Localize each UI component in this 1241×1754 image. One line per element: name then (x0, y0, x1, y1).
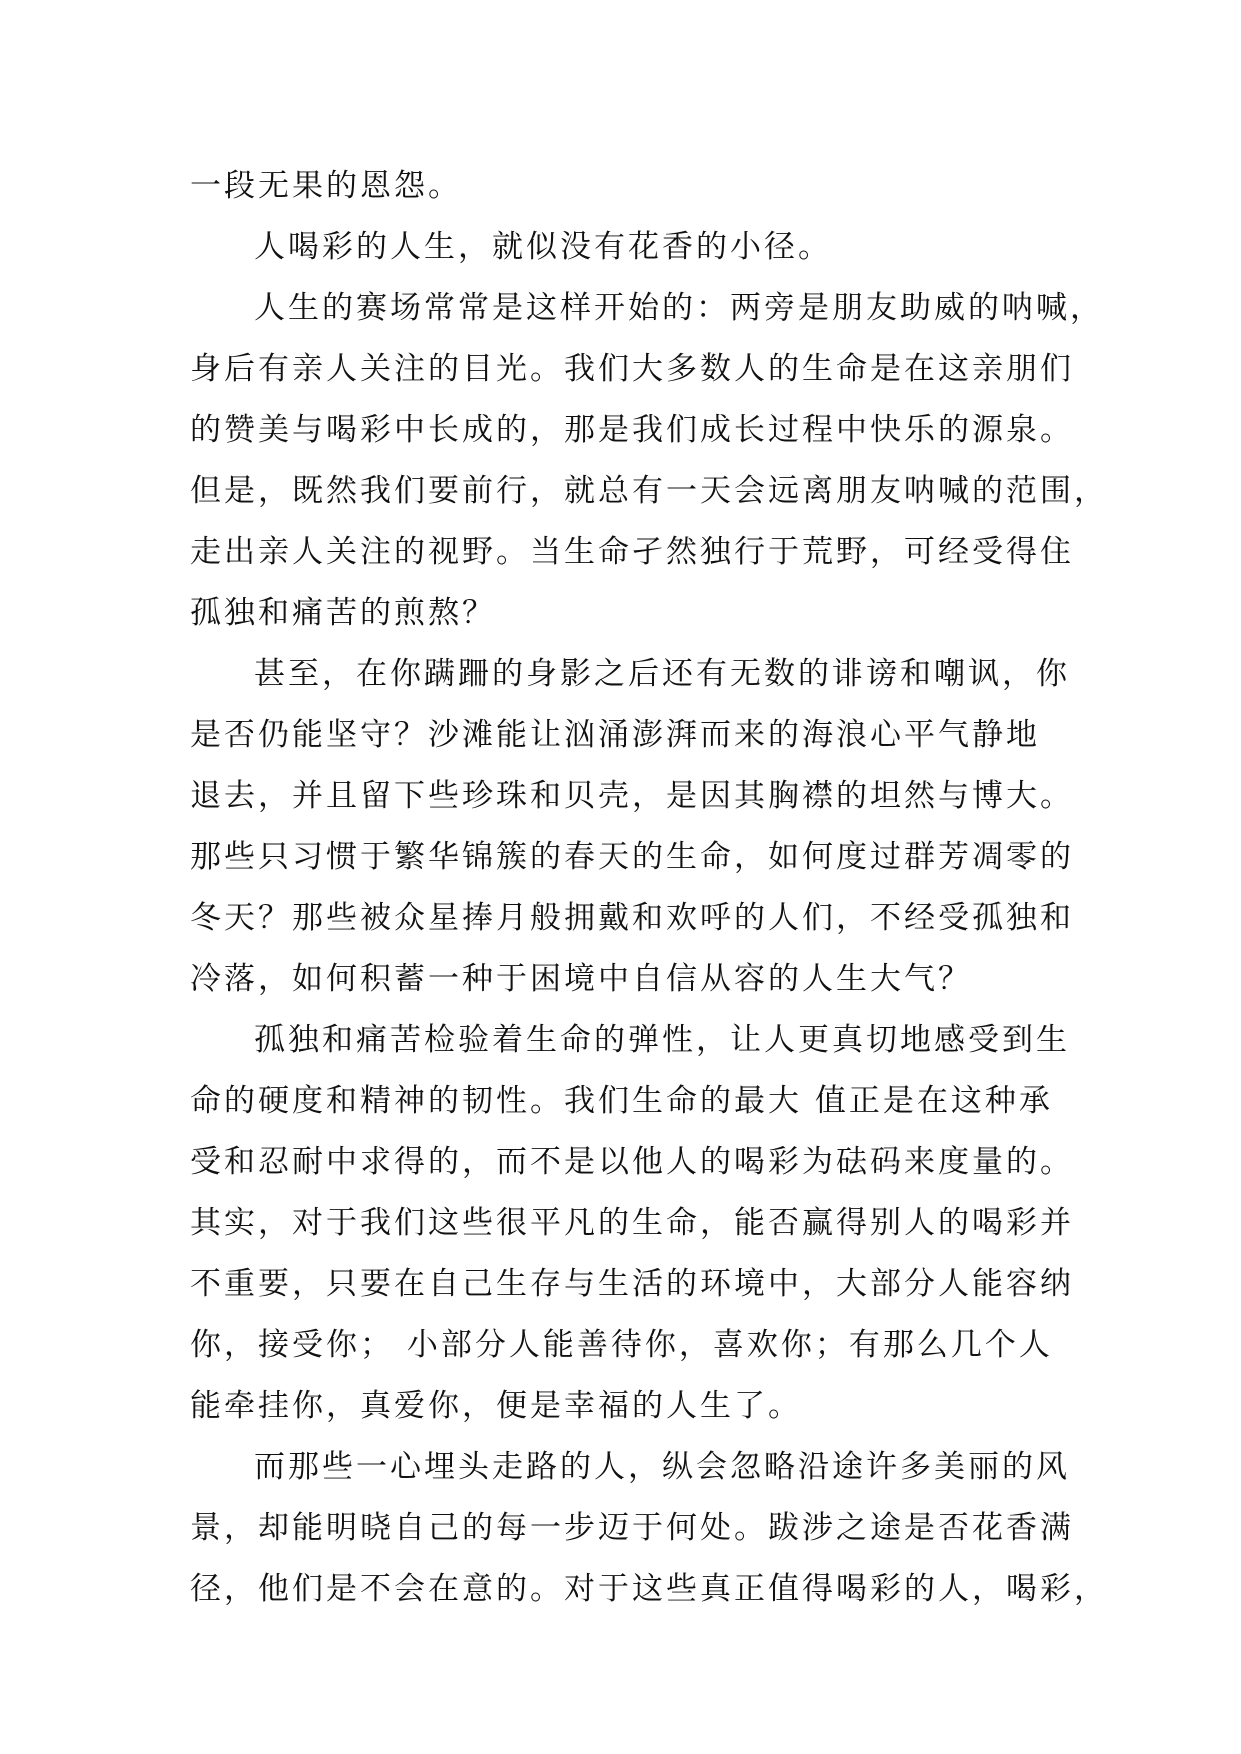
text-line: 而那些一心埋头走路的人，纵会忽略沿途许多美丽的风 (254, 1449, 1070, 1485)
text-line: 那些只习惯于繁华锦簇的春天的生命，如何度过群芳凋零的 (190, 839, 1074, 875)
text-line: 人喝彩的人生，就似没有花香的小径。 (254, 229, 832, 265)
text-line: 孤独和痛苦检验着生命的弹性，让人更真切地感受到生 (254, 1022, 1070, 1058)
text-line: 孤独和痛苦的煎熬？ (190, 595, 496, 631)
text-line: 人生的赛场常常是这样开始的：两旁是朋友助威的呐喊， (254, 290, 1104, 326)
text-line: 景，却能明晓自己的每一步迈于何处。跋涉之途是否花香满 (190, 1510, 1074, 1546)
text-line: 能牵挂你，真爱你，便是幸福的人生了。 (190, 1388, 802, 1424)
text-line: 命的硬度和精神的韧性。我们生命的最大 值正是在这种承 (190, 1083, 1053, 1119)
text-line: 你，接受你； 小部分人能善待你，喜欢你；有那么几个人 (190, 1327, 1053, 1363)
text-line: 受和忍耐中求得的，而不是以他人的喝彩为砝码来度量的。 (190, 1144, 1074, 1180)
text-line: 不重要，只要在自己生存与生活的环境中，大部分人能容纳 (190, 1266, 1074, 1302)
text-line: 冬天？那些被众星捧月般拥戴和欢呼的人们，不经受孤独和 (190, 900, 1074, 936)
text-line: 冷落，如何积蓄一种于困境中自信从容的人生大气？ (190, 961, 972, 997)
text-line: 身后有亲人关注的目光。我们大多数人的生命是在这亲朋们 (190, 351, 1074, 387)
body-text (190, 156, 1108, 1620)
text-line: 其实，对于我们这些很平凡的生命，能否赢得别人的喝彩并 (190, 1205, 1074, 1241)
text-line: 走出亲人关注的视野。当生命孑然独行于荒野，可经受得住 (190, 534, 1074, 570)
text-line: 一段无果的恩怨。 (190, 168, 462, 204)
text-line: 退去，并且留下些珍珠和贝壳，是因其胸襟的坦然与博大。 (190, 778, 1074, 814)
text-line: 径，他们是不会在意的。对于这些真正值得喝彩的人，喝彩， (190, 1571, 1108, 1607)
text-line: 但是，既然我们要前行，就总有一天会远离朋友呐喊的范围， (190, 473, 1108, 509)
text-line: 是否仍能坚守？沙滩能让汹涌澎湃而来的海浪心平气静地 (190, 717, 1040, 753)
text-line: 的赞美与喝彩中长成的，那是我们成长过程中快乐的源泉。 (190, 412, 1074, 448)
text-line: 甚至，在你蹒跚的身影之后还有无数的诽谤和嘲讽，你 (254, 656, 1070, 692)
